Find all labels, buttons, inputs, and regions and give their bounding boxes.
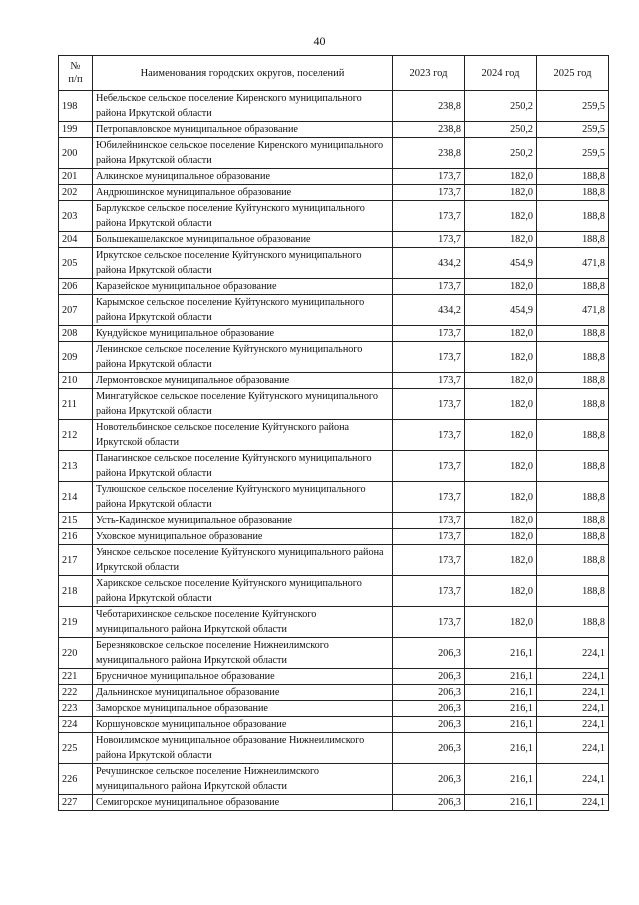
table-row [59, 232, 609, 248]
row-value-2023: 206,3 [393, 638, 465, 669]
row-value-2025: 259,5 [537, 122, 609, 138]
row-value-2024: 182,0 [465, 607, 537, 638]
row-number: 217 [59, 545, 93, 576]
table-row [59, 795, 609, 811]
row-value-2024: 250,2 [465, 122, 537, 138]
row-value-2025: 188,8 [537, 576, 609, 607]
row-value-2024: 182,0 [465, 201, 537, 232]
row-name: Харикское сельское поселение Куйтунского муниципального района Иркутской области [93, 576, 393, 607]
table-row [59, 701, 609, 717]
row-name: Уянское сельское поселение Куйтунского муниципального района Иркутской области [93, 545, 393, 576]
row-name: Большекашелакское муниципальное образование [93, 232, 393, 248]
row-value-2023: 434,2 [393, 295, 465, 326]
header-2024: 2024 год [465, 56, 537, 91]
table-row [59, 764, 609, 795]
row-value-2024: 182,0 [465, 279, 537, 295]
row-number: 198 [59, 91, 93, 122]
row-value-2025: 188,8 [537, 389, 609, 420]
row-name: Мингатуйское сельское поселение Куйтунского муниципального района Иркутской области [93, 389, 393, 420]
row-number: 226 [59, 764, 93, 795]
table-row [59, 138, 609, 169]
row-name: Новоилимское муниципальное образование Нижнеилимского района Иркутской области [93, 733, 393, 764]
row-name: Барлукское сельское поселение Куйтунского муниципального района Иркутской области [93, 201, 393, 232]
header-2023: 2023 год [393, 56, 465, 91]
row-number: 206 [59, 279, 93, 295]
row-number: 220 [59, 638, 93, 669]
row-value-2025: 188,8 [537, 607, 609, 638]
row-value-2025: 188,8 [537, 185, 609, 201]
row-number: 202 [59, 185, 93, 201]
row-number: 221 [59, 669, 93, 685]
row-value-2025: 188,8 [537, 373, 609, 389]
table-row [59, 342, 609, 373]
row-value-2023: 206,3 [393, 795, 465, 811]
row-value-2023: 206,3 [393, 685, 465, 701]
row-value-2025: 224,1 [537, 701, 609, 717]
row-number: 227 [59, 795, 93, 811]
row-value-2023: 238,8 [393, 122, 465, 138]
table-row [59, 451, 609, 482]
row-value-2024: 182,0 [465, 451, 537, 482]
table-header [59, 56, 609, 91]
header-number: № п/п [59, 56, 93, 91]
table-row [59, 717, 609, 733]
row-name: Каразейское муниципальное образование [93, 279, 393, 295]
table-row [59, 685, 609, 701]
row-value-2023: 238,8 [393, 91, 465, 122]
allocation-table [58, 55, 609, 811]
table-row [59, 279, 609, 295]
row-value-2023: 434,2 [393, 248, 465, 279]
table-row [59, 169, 609, 185]
row-value-2024: 454,9 [465, 248, 537, 279]
row-value-2024: 182,0 [465, 326, 537, 342]
row-number: 204 [59, 232, 93, 248]
row-value-2024: 182,0 [465, 169, 537, 185]
row-number: 205 [59, 248, 93, 279]
row-value-2023: 206,3 [393, 669, 465, 685]
row-value-2024: 182,0 [465, 482, 537, 513]
row-value-2024: 216,1 [465, 701, 537, 717]
table-row [59, 529, 609, 545]
table-row [59, 91, 609, 122]
row-value-2025: 188,8 [537, 420, 609, 451]
row-number: 224 [59, 717, 93, 733]
row-number: 218 [59, 576, 93, 607]
row-value-2025: 188,8 [537, 342, 609, 373]
row-number: 200 [59, 138, 93, 169]
table-row [59, 513, 609, 529]
row-value-2023: 173,7 [393, 451, 465, 482]
table-row [59, 373, 609, 389]
row-value-2023: 173,7 [393, 326, 465, 342]
row-value-2023: 173,7 [393, 373, 465, 389]
row-value-2025: 471,8 [537, 295, 609, 326]
row-name: Кундуйское муниципальное образование [93, 326, 393, 342]
row-number: 210 [59, 373, 93, 389]
row-number: 203 [59, 201, 93, 232]
row-value-2023: 173,7 [393, 420, 465, 451]
row-number: 214 [59, 482, 93, 513]
row-value-2024: 216,1 [465, 638, 537, 669]
row-number: 222 [59, 685, 93, 701]
row-value-2023: 206,3 [393, 764, 465, 795]
row-value-2024: 216,1 [465, 717, 537, 733]
row-name: Юбилейнинское сельское поселение Киренского муниципального района Иркутской области [93, 138, 393, 169]
row-value-2025: 224,1 [537, 795, 609, 811]
row-name: Дальнинское муниципальное образование [93, 685, 393, 701]
row-value-2025: 188,8 [537, 326, 609, 342]
row-number: 212 [59, 420, 93, 451]
row-value-2023: 173,7 [393, 169, 465, 185]
table-row [59, 576, 609, 607]
table-row [59, 482, 609, 513]
table-row [59, 185, 609, 201]
table-row [59, 326, 609, 342]
row-value-2025: 224,1 [537, 717, 609, 733]
row-name: Березняковское сельское поселение Нижнеилимского муниципального района Иркутской области [93, 638, 393, 669]
header-name: Наименования городских округов, поселений [93, 56, 393, 91]
row-name: Уховское муниципальное образование [93, 529, 393, 545]
row-value-2023: 173,7 [393, 482, 465, 513]
row-value-2025: 259,5 [537, 138, 609, 169]
table-row [59, 122, 609, 138]
row-value-2024: 182,0 [465, 545, 537, 576]
row-value-2023: 173,7 [393, 545, 465, 576]
row-name: Андрюшинское муниципальное образование [93, 185, 393, 201]
row-value-2024: 182,0 [465, 513, 537, 529]
row-value-2023: 173,7 [393, 529, 465, 545]
row-value-2025: 259,5 [537, 91, 609, 122]
row-name: Речушинское сельское поселение Нижнеилимского муниципального района Иркутской области [93, 764, 393, 795]
row-value-2025: 224,1 [537, 733, 609, 764]
row-name: Заморское муниципальное образование [93, 701, 393, 717]
table-row [59, 638, 609, 669]
row-value-2025: 188,8 [537, 232, 609, 248]
row-value-2024: 250,2 [465, 91, 537, 122]
row-name: Семигорское муниципальное образование [93, 795, 393, 811]
row-value-2025: 188,8 [537, 482, 609, 513]
row-value-2025: 224,1 [537, 764, 609, 795]
row-value-2023: 206,3 [393, 733, 465, 764]
row-value-2023: 238,8 [393, 138, 465, 169]
row-value-2025: 188,8 [537, 451, 609, 482]
row-value-2024: 216,1 [465, 669, 537, 685]
row-name: Петропавловское муниципальное образование [93, 122, 393, 138]
row-value-2024: 250,2 [465, 138, 537, 169]
row-value-2024: 182,0 [465, 389, 537, 420]
row-value-2023: 173,7 [393, 232, 465, 248]
row-value-2023: 173,7 [393, 342, 465, 373]
table-row [59, 733, 609, 764]
row-value-2025: 224,1 [537, 638, 609, 669]
row-name: Небельское сельское поселение Киренского муниципального района Иркутской области [93, 91, 393, 122]
row-number: 215 [59, 513, 93, 529]
row-value-2024: 216,1 [465, 685, 537, 701]
row-name: Алкинское муниципальное образование [93, 169, 393, 185]
table-row [59, 389, 609, 420]
row-name: Панагинское сельское поселение Куйтунского муниципального района Иркутской области [93, 451, 393, 482]
header-2025: 2025 год [537, 56, 609, 91]
row-value-2024: 454,9 [465, 295, 537, 326]
row-value-2025: 188,8 [537, 201, 609, 232]
row-name: Брусничное муниципальное образование [93, 669, 393, 685]
row-name: Тулюшское сельское поселение Куйтунского муниципального района Иркутской области [93, 482, 393, 513]
row-name: Карымское сельское поселение Куйтунского муниципального района Иркутской области [93, 295, 393, 326]
row-value-2025: 224,1 [537, 669, 609, 685]
row-value-2023: 173,7 [393, 607, 465, 638]
row-value-2023: 173,7 [393, 185, 465, 201]
table-row [59, 201, 609, 232]
row-value-2024: 182,0 [465, 185, 537, 201]
row-value-2025: 471,8 [537, 248, 609, 279]
row-value-2024: 182,0 [465, 232, 537, 248]
row-number: 219 [59, 607, 93, 638]
row-value-2023: 173,7 [393, 201, 465, 232]
row-number: 213 [59, 451, 93, 482]
row-value-2024: 182,0 [465, 576, 537, 607]
table-row [59, 420, 609, 451]
row-name: Иркутское сельское поселение Куйтунского муниципального района Иркутской области [93, 248, 393, 279]
row-value-2025: 188,8 [537, 529, 609, 545]
row-name: Ленинское сельское поселение Куйтунского муниципального района Иркутской области [93, 342, 393, 373]
row-value-2025: 188,8 [537, 545, 609, 576]
row-value-2024: 216,1 [465, 795, 537, 811]
row-name: Чеботарихинское сельское поселение Куйтунского муниципального района Иркутской области [93, 607, 393, 638]
table-row [59, 607, 609, 638]
row-name: Коршуновское муниципальное образование [93, 717, 393, 733]
table-row [59, 248, 609, 279]
row-name: Усть-Кадинское муниципальное образование [93, 513, 393, 529]
row-name: Новотельбинское сельское поселение Куйтунского района Иркутской области [93, 420, 393, 451]
row-value-2025: 224,1 [537, 685, 609, 701]
row-value-2025: 188,8 [537, 513, 609, 529]
table-row [59, 295, 609, 326]
row-value-2023: 206,3 [393, 701, 465, 717]
table-row [59, 669, 609, 685]
row-number: 211 [59, 389, 93, 420]
row-value-2024: 182,0 [465, 420, 537, 451]
row-number: 216 [59, 529, 93, 545]
row-number: 199 [59, 122, 93, 138]
table-body [59, 91, 609, 811]
row-number: 208 [59, 326, 93, 342]
row-number: 223 [59, 701, 93, 717]
row-value-2023: 173,7 [393, 576, 465, 607]
page-number: 40 [313, 34, 326, 48]
row-value-2025: 188,8 [537, 169, 609, 185]
row-value-2023: 173,7 [393, 513, 465, 529]
row-value-2024: 182,0 [465, 342, 537, 373]
row-number: 209 [59, 342, 93, 373]
row-number: 225 [59, 733, 93, 764]
row-value-2024: 216,1 [465, 764, 537, 795]
row-name: Лермонтовское муниципальное образование [93, 373, 393, 389]
table-row [59, 545, 609, 576]
row-value-2025: 188,8 [537, 279, 609, 295]
row-value-2024: 216,1 [465, 733, 537, 764]
row-value-2024: 182,0 [465, 373, 537, 389]
row-number: 201 [59, 169, 93, 185]
row-value-2023: 206,3 [393, 717, 465, 733]
row-value-2023: 173,7 [393, 279, 465, 295]
row-value-2023: 173,7 [393, 389, 465, 420]
row-value-2024: 182,0 [465, 529, 537, 545]
row-number: 207 [59, 295, 93, 326]
